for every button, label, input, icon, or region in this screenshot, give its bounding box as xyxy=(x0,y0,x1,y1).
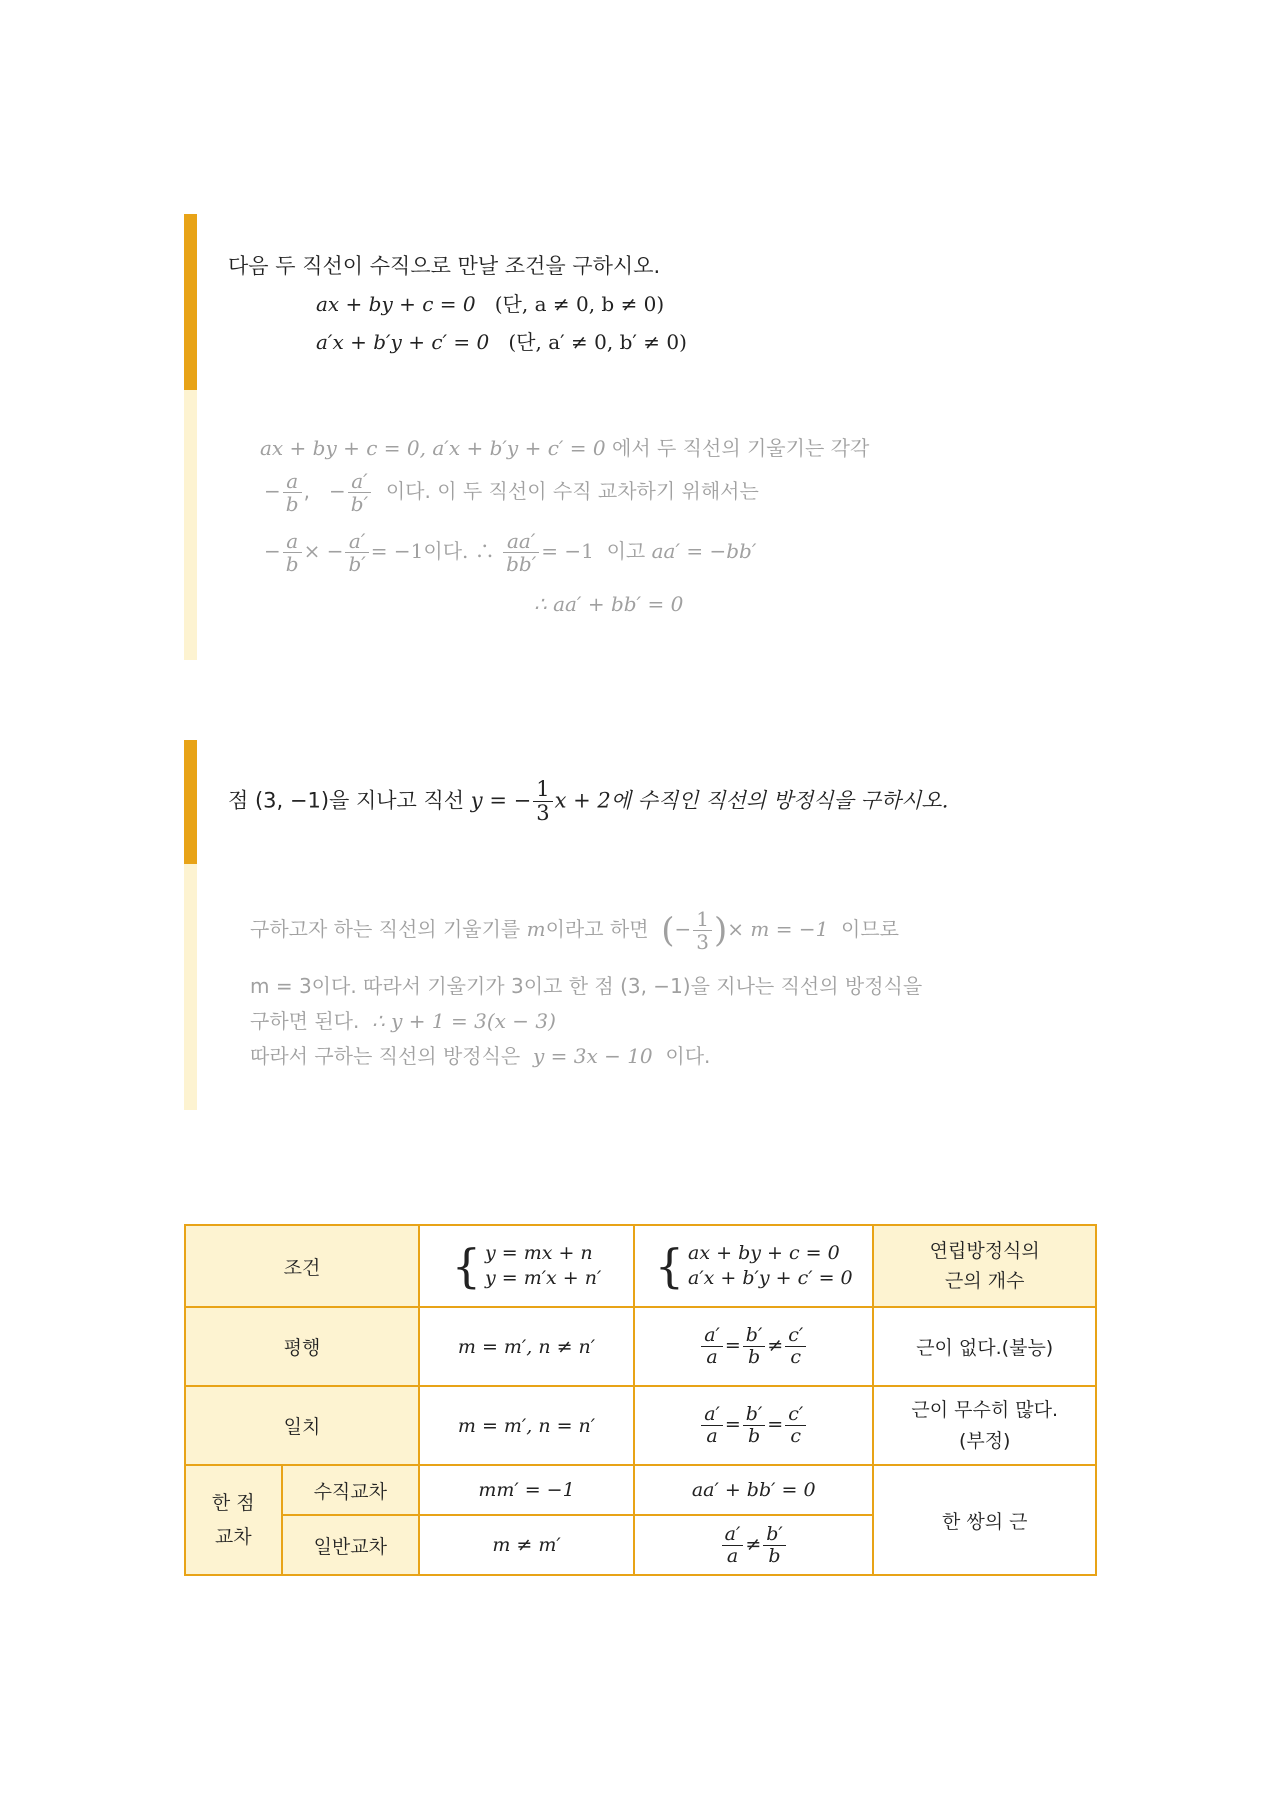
row-coincident-roots: 근이 무수히 많다. (부정) xyxy=(873,1386,1096,1465)
problem-1-solution-line-2: − $\frac{a}{b}$ , − $\frac{a'}{b'}$ 이다. 이 두 직선이 수직 교차하기 위해서는 xyxy=(264,469,759,516)
problem-2-solution-line-4: 따라서 구하는 직선의 방정식은 y = 3x − 10 이다. xyxy=(250,1044,711,1068)
header-number-of-roots: 연립방정식의 근의 개수 xyxy=(873,1225,1096,1307)
problem-1-question: 다음 두 직선이 수직으로 만날 조건을 구하시오. xyxy=(228,254,661,278)
row-perpendicular-coefficients: aa′ + bb′ = 0 xyxy=(634,1465,873,1515)
problem-1-solution-line-3: − $\frac{a}{b}$ × − $\frac{a'}{b'}$ = −1이다. ∴ $\frac{aa'}{bb'}$ = −1 이고 aa′ = −bb′ xyxy=(264,529,757,576)
fraction-a-over-b: $\frac{a}{b}$ xyxy=(283,470,302,515)
problem-2-bar xyxy=(184,740,197,864)
intersection-summary-table xyxy=(184,1224,1097,1576)
row-parallel-slope: m = m′, n ≠ n′ xyxy=(419,1307,634,1386)
problem-2-solution-line-1: 구하고자 하는 직선의 기울기를 m이라고 하면 (− $\frac{1}{3}$ )× m = −1 이므로 xyxy=(250,907,900,954)
problem-2-question: 점 (3, −1)을 지나고 직선 y = − $\frac{1}{3}$ x + 2에 수직인 직선의 방정식을 구하시오. xyxy=(228,777,949,826)
row-coincident-slope: m = m′, n = n′ xyxy=(419,1386,634,1465)
header-condition: 조건 xyxy=(185,1225,419,1307)
problem-2 xyxy=(184,740,1084,1110)
row-intersect-roots: 한 쌍의 근 xyxy=(873,1465,1096,1575)
row-coincident-coefficients: $\frac{a'}{a}$ = $\frac{b'}{b}$ = $\frac{c'}{c}$ xyxy=(634,1386,873,1465)
problem-1-solution-result: ∴ aa′ + bb′ = 0 xyxy=(534,592,684,616)
problem-1-solution-bar xyxy=(184,390,197,660)
header-slope-system: { y = mx + n y = m′x + n′ xyxy=(419,1225,634,1307)
problem-2-solution-line-2: m = 3이다. 따라서 기울기가 3이고 한 점 (3, −1)을 지나는 직선의 방정식을 xyxy=(250,974,923,998)
header-general-system: { ax + by + c = 0 a′x + b′y + c′ = 0 xyxy=(634,1225,873,1307)
row-parallel-coefficients: $\frac{a'}{a}$ = $\frac{b'}{b}$ ≠ $\frac{c'}{c}$ xyxy=(634,1307,873,1386)
fraction-a-prime-over-b-prime: $\frac{a'}{b'}$ xyxy=(348,470,371,515)
problem-1-solution-line-1: ax + by + c = 0, a′x + b′y + c′ = 0 에서 두 직선의 기울기는 각각 xyxy=(260,436,870,460)
row-intersect-group-label: 한 점 교차 xyxy=(185,1465,282,1575)
fraction-one-third: $\frac{1}{3}$ xyxy=(533,778,552,825)
row-parallel-roots: 근이 없다.(불능) xyxy=(873,1307,1096,1386)
problem-2-solution-bar xyxy=(184,864,197,1110)
problem-1-equation-1: ax + by + c = 0 (단, a ≠ 0, b ≠ 0) xyxy=(316,292,665,316)
row-general-intersect-label: 일반교차 xyxy=(282,1515,419,1575)
problem-2-solution-line-3: 구하면 된다. ∴ y + 1 = 3(x − 3) xyxy=(250,1009,556,1033)
row-perpendicular-slope: mm′ = −1 xyxy=(419,1465,634,1515)
row-general-intersect-coefficients: $\frac{a'}{a}$ ≠ $\frac{b'}{b}$ xyxy=(634,1515,873,1575)
problem-1 xyxy=(184,214,1084,660)
problem-1-equation-2: a′x + b′y + c′ = 0 (단, a′ ≠ 0, b′ ≠ 0) xyxy=(316,330,687,354)
fraction-aa-over-bb: $\frac{aa'}{bb'}$ xyxy=(503,530,539,575)
row-perpendicular-label: 수직교차 xyxy=(282,1465,419,1515)
row-coincident-label: 일치 xyxy=(185,1386,419,1465)
row-general-intersect-slope: m ≠ m′ xyxy=(419,1515,634,1575)
row-parallel-label: 평행 xyxy=(185,1307,419,1386)
problem-1-bar xyxy=(184,214,197,390)
